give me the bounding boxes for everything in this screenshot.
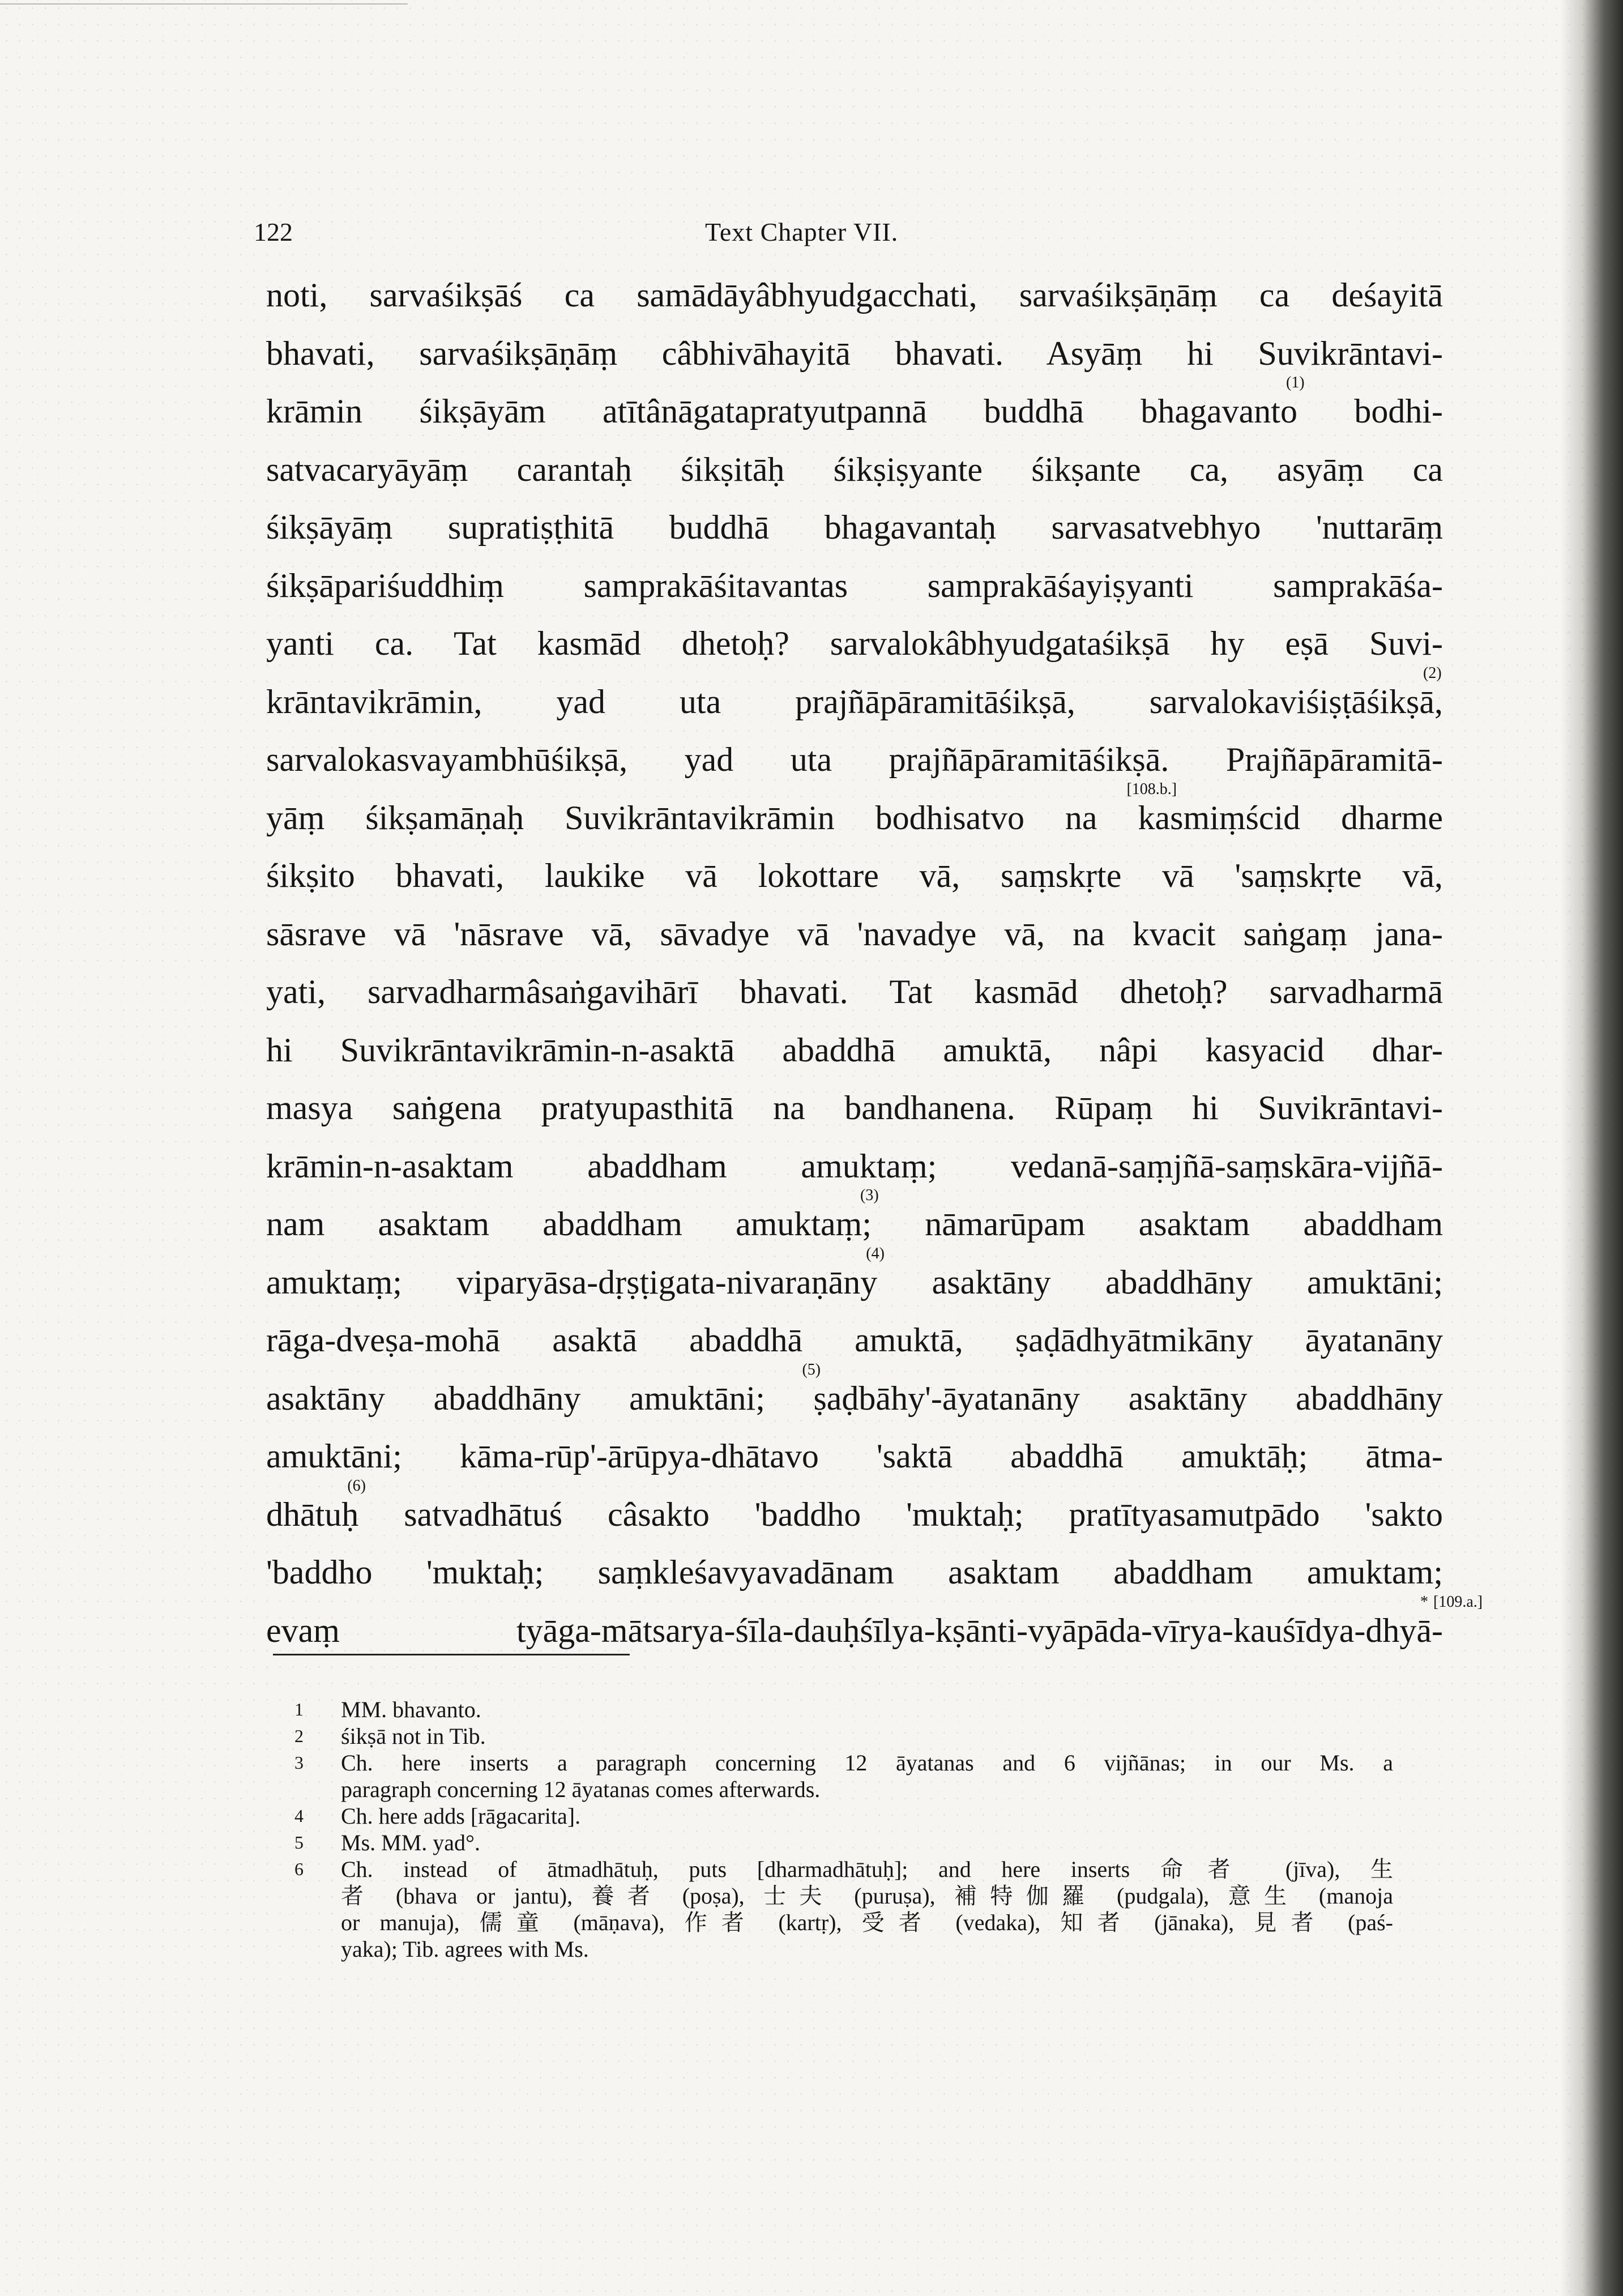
text-line — [266, 1427, 1443, 1486]
text-segment: bhavati, sarvaśikṣāṇāṃ câbhivāhayitā bhavati. Asyāṃ hi Suvikrāntavi- — [266, 334, 1443, 372]
footnote-line: 者 (bhava or jantu), 養者 (poṣa), 士夫 (puruṣa), 補特伽羅 (pudgala), 意生 (manoja — [341, 1883, 1393, 1909]
footnotes — [294, 1696, 1393, 1962]
text-segment: śikṣito bhavati, laukike vā lokottare vā, saṃskṛte vā 'saṃskṛte vā, — [266, 857, 1443, 894]
text-line — [266, 664, 1443, 731]
footnote-line: yaka); Tib. agrees with Ms. — [341, 1936, 589, 1962]
footnote-marker: (4) — [866, 1244, 885, 1262]
footnote-line: Ms. MM. yad°. — [341, 1830, 481, 1855]
footnote-line: or manuja), 儒童 (māṇava), 作者 (kartṛ), 受者 (vedaka), 知者 (jānaka), 見者 (paś- — [341, 1910, 1393, 1935]
text-segment: sarvalokasvayambhūśikṣā, yad uta prajñāpāramitāśikṣā. Prajñāpāramitā- — [266, 741, 1443, 778]
text-line — [266, 731, 1443, 789]
footnote-marker: * [109.a.] — [1420, 1593, 1483, 1611]
text-line — [266, 266, 1443, 325]
text-segment: yati, sarvadharmâsaṅgavihārī bhavati. Tat kasmād dhetoḥ? sarvadharmā — [266, 973, 1443, 1010]
footnote-number: 1 — [294, 1699, 304, 1719]
footnote-line: Ch. here adds [rāgacarita]. — [341, 1803, 581, 1829]
text-segment: amuktaṃ; viparyāsa-dṛṣṭigata-nivaraṇāny — [266, 1263, 878, 1301]
footnote-text — [341, 1829, 1393, 1856]
scan-edge-line — [0, 3, 408, 5]
text-line — [266, 441, 1443, 499]
footnote — [294, 1723, 1393, 1749]
text-segment: 'baddho 'muktaḥ; saṃkleśavyavadānam asaktam abaddham amuktam; — [266, 1554, 1443, 1591]
footnote-text — [341, 1856, 1393, 1962]
text-line — [266, 1021, 1443, 1079]
text-line — [266, 1360, 1443, 1428]
footnote-marker: (3) — [860, 1187, 879, 1204]
book-binding-shadow — [1561, 0, 1623, 2296]
text-line — [266, 614, 1443, 673]
footnote — [294, 1749, 1393, 1803]
text-segment: sāsrave vā 'nāsrave vā, sāvadye vā 'navadye vā, na kvacit saṅgaṃ jana- — [266, 915, 1443, 953]
footnote-number: 6 — [294, 1859, 304, 1879]
text-segment: asaktāny abaddhāny amuktāni; — [877, 1263, 1443, 1301]
text-line — [266, 963, 1443, 1021]
text-segment: noti, sarvaśikṣāś ca samādāyâbhyudgacchati, sarvaśikṣāṇāṃ ca deśayitā — [266, 276, 1443, 314]
footnote-number: 2 — [294, 1726, 304, 1746]
footnote-line: Ch. instead of ātmadhātuḥ, puts [dharmadhātuḥ]; and here inserts 命者 (jīva), 生 — [341, 1857, 1393, 1882]
text-segment: krāntavikrāmin, yad uta prajñāpāramitāśikṣā, sarvalokaviśiṣṭāśikṣā — [266, 682, 1434, 720]
text-segment: rāga-dveṣa-mohā asaktā abaddhā amuktā, ṣaḍādhyātmikāny āyatanāny — [266, 1321, 1443, 1359]
text-segment: dhātuḥ — [266, 1495, 359, 1533]
footnote — [294, 1829, 1393, 1856]
text-segment: nāmarūpam asaktam abaddham — [872, 1205, 1443, 1243]
text-line — [266, 1476, 1443, 1544]
main-text — [266, 266, 1483, 1659]
footnote-text — [341, 1749, 1393, 1803]
footnote-marker: (5) — [802, 1360, 821, 1379]
text-segment: krāmin śikṣāyām atītânāgatapratyutpannā buddhā bhagavanto — [266, 392, 1297, 430]
text-line — [266, 1137, 1443, 1196]
footnote-number: 5 — [294, 1832, 304, 1853]
footnote-marker: (6) — [347, 1476, 366, 1495]
running-title: Text Chapter VII. — [705, 217, 899, 246]
text-segment: , — [1434, 682, 1443, 720]
footnote-marker: [108.b.] — [1126, 780, 1177, 798]
footnote — [294, 1803, 1393, 1829]
text-segment: asaktāny abaddhāny amuktāni; — [266, 1379, 814, 1417]
text-line — [266, 557, 1443, 615]
footnote-line: paragraph concerning 12 āyatanas comes afterwards. — [341, 1777, 821, 1802]
footnote-text — [341, 1696, 1393, 1723]
page-number: 122 — [254, 217, 293, 246]
text-segment: satvacaryāyāṃ carantaḥ śikṣitāḥ śikṣiṣyante śikṣante ca, asyāṃ ca — [266, 450, 1443, 488]
text-segment: ṣaḍbāhy'-āyatanāny asaktāny abaddhāny — [813, 1379, 1443, 1417]
text-line — [266, 374, 1443, 441]
footnote-text — [341, 1803, 1393, 1829]
text-line — [266, 1543, 1443, 1602]
footnote-line: Ch. here inserts a paragraph concerning 12 āyatanas and 6 vijñānas; in our Ms. a — [341, 1750, 1393, 1776]
footnote-line: śikṣā not in Tib. — [341, 1723, 486, 1749]
text-segment: hi Suvikrāntavikrāmin-n-asaktā abaddhā amuktā, nâpi kasyacid dhar- — [266, 1031, 1443, 1069]
text-line — [266, 905, 1443, 963]
footnote-number: 3 — [294, 1752, 304, 1773]
footnote — [294, 1696, 1393, 1723]
text-segment: evaṃ tyāga-mātsarya-śīla-dauḥśīlya-kṣānti-vyāpāda-vīrya-kauśīdya-dhyā — [266, 1611, 1432, 1649]
footnote-line: MM. bhavanto. — [341, 1697, 481, 1722]
text-segment: yāṃ śikṣamāṇaḥ Suvikrāntavikrāmin bodhisatvo na — [266, 799, 1138, 837]
text-segment: śikṣāpariśuddhiṃ samprakāśitavantas samprakāśayiṣyanti samprakāśa- — [266, 566, 1443, 604]
footnote-marker: (1) — [1285, 374, 1305, 391]
text-line — [266, 1187, 1443, 1253]
text-line — [266, 1244, 1443, 1312]
footnote — [294, 1856, 1393, 1962]
text-segment: bodhi- — [1297, 392, 1443, 430]
text-segment: amuktāni; kāma-rūp'-ārūpya-dhātavo 'saktā abaddhā amuktāḥ; ātma- — [266, 1437, 1443, 1475]
footnote-marker: (2) — [1423, 664, 1442, 682]
text-segment: krāmin-n-asaktam abaddham amuktaṃ; vedanā-saṃjñā-saṃskāra-vijñā- — [266, 1147, 1443, 1185]
text-segment: kasmiṃścid dharme — [1138, 799, 1443, 837]
footnote-number: 4 — [294, 1806, 304, 1826]
text-segment: nam asaktam abaddham amuktaṃ; — [266, 1205, 872, 1243]
text-line — [266, 1079, 1443, 1137]
text-segment: śikṣāyāṃ supratiṣṭhitā buddhā bhagavantaḥ sarvasatvebhyo 'nuttarāṃ — [266, 509, 1443, 546]
text-segment: masya saṅgena pratyupasthitā na bandhanena. Rūpaṃ hi Suvikrāntavi- — [266, 1089, 1443, 1126]
text-line — [266, 498, 1443, 557]
footnote-rule — [273, 1654, 630, 1655]
text-segment: - — [1432, 1611, 1443, 1649]
text-line — [266, 780, 1443, 847]
text-line — [266, 1593, 1483, 1660]
text-line — [266, 1311, 1443, 1369]
text-segment: yanti ca. Tat kasmād dhetoḥ? sarvalokâbhyudgataśikṣā hy eṣā Suvi- — [266, 625, 1443, 662]
text-line — [266, 325, 1443, 383]
footnote-text — [341, 1723, 1393, 1749]
text-segment: satvadhātuś câsakto 'baddho 'muktaḥ; pratītyasamutpādo 'sakto — [358, 1495, 1443, 1533]
text-line — [266, 847, 1443, 905]
